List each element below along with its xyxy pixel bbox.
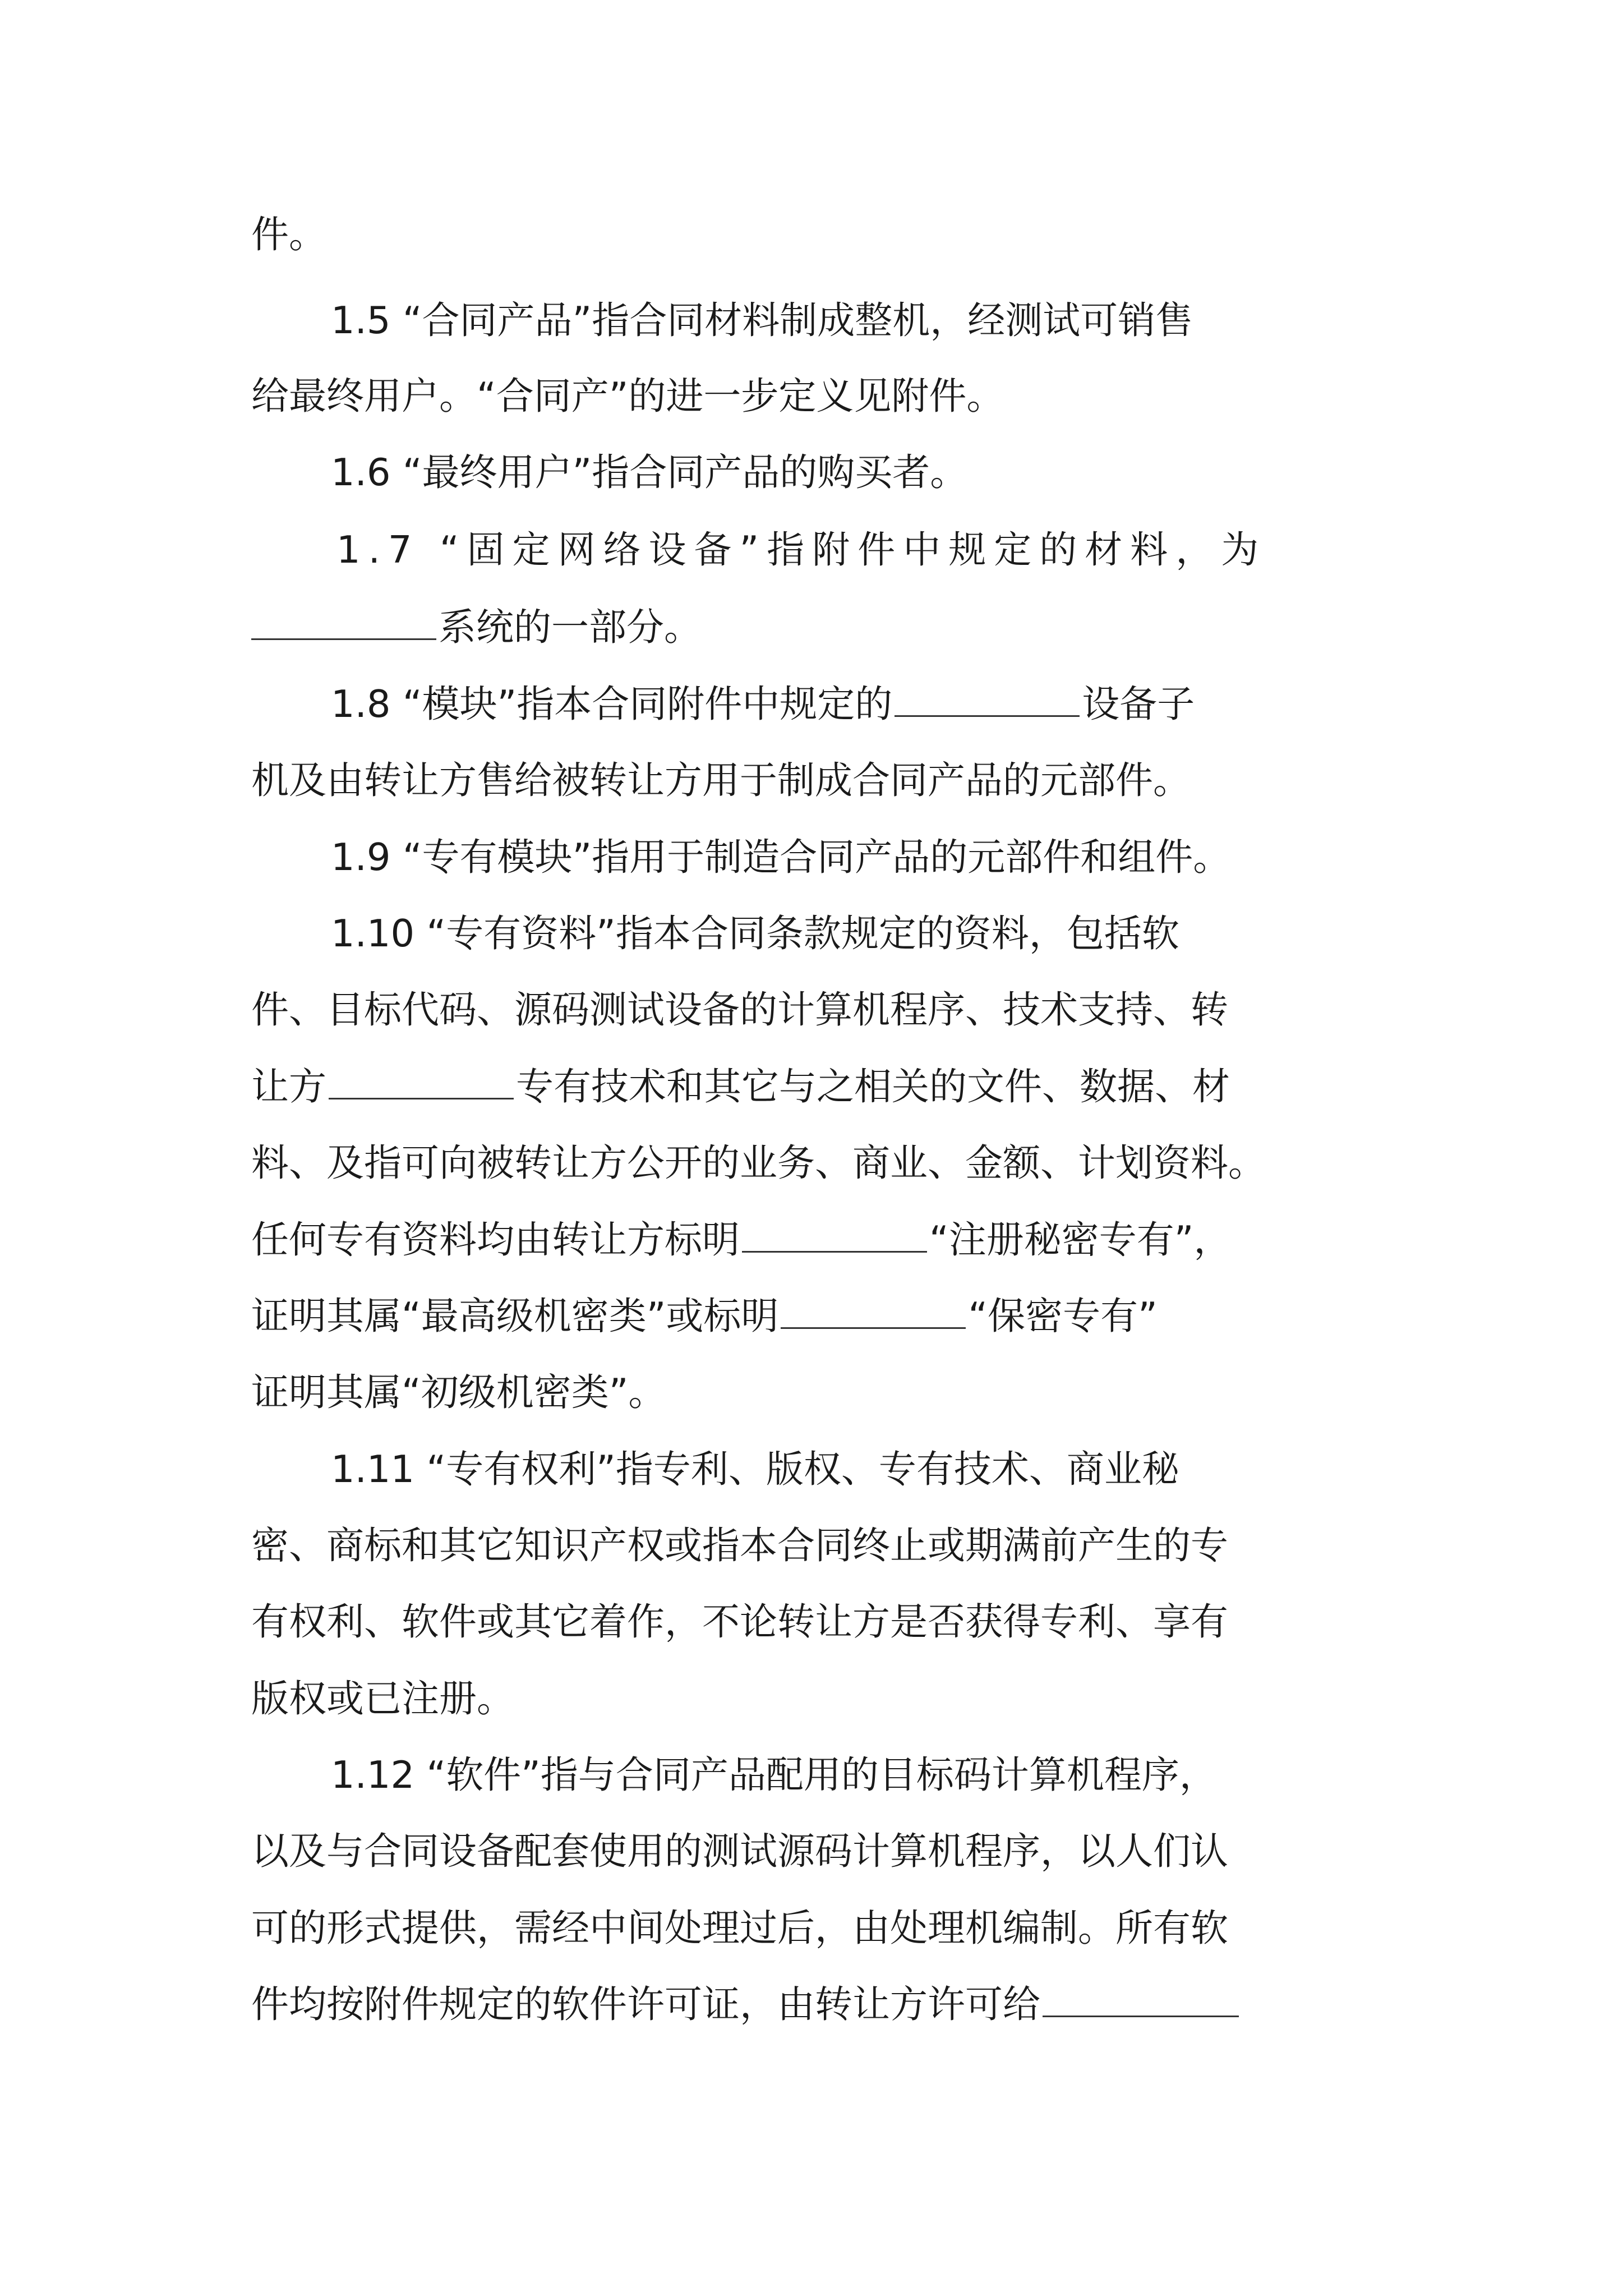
- text-span: 密、商标和其它知识产权或指本合同终止或期满前产生的专: [251, 1524, 1228, 1567]
- text-line: [251, 752, 1191, 808]
- text-span: 专有技术和其它与之相关的文件、数据、材: [516, 1065, 1230, 1108]
- text-line: [251, 1671, 514, 1727]
- fill-in-blank: [251, 638, 436, 640]
- fill-in-blank: [742, 1250, 927, 1253]
- text-span: 1.11 “专有权利”指专利、版权、专有技术、商业秘: [331, 1447, 1179, 1491]
- text-span: 系统的一部分。: [439, 605, 702, 649]
- text-line: [251, 368, 1004, 424]
- text-line: [251, 1059, 1230, 1115]
- text-span: “保密专有”: [968, 1294, 1158, 1338]
- text-span: 件均按附件规定的软件许可证，由转让方许可给: [251, 1982, 1040, 2026]
- clause-1-7-line: [336, 522, 1266, 578]
- text-line: [251, 1900, 1228, 1956]
- fill-in-blank: [781, 1327, 966, 1329]
- text-line: [251, 1976, 1241, 2032]
- clause-1-11-line: [331, 1441, 1179, 1497]
- text-line: [251, 599, 702, 655]
- text-span: 1.9 “专有模块”指用于制造合同产品的元部件和组件。: [331, 835, 1231, 879]
- text-span: 1.10 “专有资料”指本合同条款规定的资料，包括软: [331, 912, 1179, 955]
- clause-1-12-line: [331, 1747, 1217, 1803]
- text-line: [251, 1212, 1231, 1268]
- text-span: 可的形式提供，需经中间处理过后，由处理机编制。所有软: [251, 1906, 1228, 1950]
- clause-1-5-line: [331, 292, 1193, 348]
- text-span: 让方: [251, 1065, 326, 1108]
- text-span: 1.6 “最终用户”指合同产品的购买者。: [331, 450, 968, 494]
- text-span: 有权利、软件或其它着作，不论转让方是否获得专利、享有: [251, 1600, 1228, 1644]
- text-line: [251, 206, 326, 263]
- text-line: [251, 1594, 1228, 1650]
- text-span: 版权或已注册。: [251, 1677, 514, 1720]
- text-line: [251, 1135, 1266, 1191]
- clause-1-6-line: [331, 444, 967, 500]
- text-span: “注册秘密专有”，: [929, 1218, 1232, 1262]
- fill-in-blank: [1043, 2015, 1239, 2017]
- text-line: [251, 1288, 1158, 1344]
- text-span: 1.5 “合同产品”指合同材料制成整机，经测试可销售: [331, 298, 1193, 342]
- clause-1-9-line: [331, 829, 1230, 885]
- text-span: 设备子: [1082, 682, 1195, 726]
- fill-in-blank: [329, 1097, 514, 1099]
- text-line: [251, 982, 1228, 1038]
- text-span: 给最终用户。“合同产”的进一步定义见附件。: [251, 374, 1004, 418]
- text-span: 任何专有资料均由转让方标明: [251, 1218, 740, 1262]
- text-span: 机及由转让方售给被转让方用于制成合同产品的元部件。: [251, 758, 1191, 802]
- text-span: 证明其属“最高级机密类”或标明: [251, 1294, 779, 1338]
- text-span: 件。: [251, 213, 326, 256]
- text-line: [251, 1823, 1228, 1879]
- text-span: 以及与合同设备配套使用的测试源码计算机程序，以人们认: [251, 1829, 1228, 1873]
- fill-in-blank: [895, 715, 1080, 717]
- text-span: 件、目标代码、源码测试设备的计算机程序、技术支持、转: [251, 988, 1228, 1032]
- text-line: [251, 1364, 666, 1420]
- text-span: 1.8 “模块”指本合同附件中规定的: [331, 682, 893, 726]
- text-span: 1.12 “软件”指与合同产品配用的目标码计算机程序，: [331, 1753, 1217, 1797]
- clause-1-8-line: [331, 676, 1195, 732]
- text-line: [251, 1517, 1228, 1573]
- text-span: 料、及指可向被转让方公开的业务、商业、金额、计划资料。: [251, 1141, 1266, 1185]
- text-span: 证明其属“初级机密类”。: [251, 1370, 666, 1414]
- text-span: 1.7 “固定网络设备”指附件中规定的材料，为: [336, 528, 1267, 572]
- clause-1-10-line: [331, 905, 1179, 961]
